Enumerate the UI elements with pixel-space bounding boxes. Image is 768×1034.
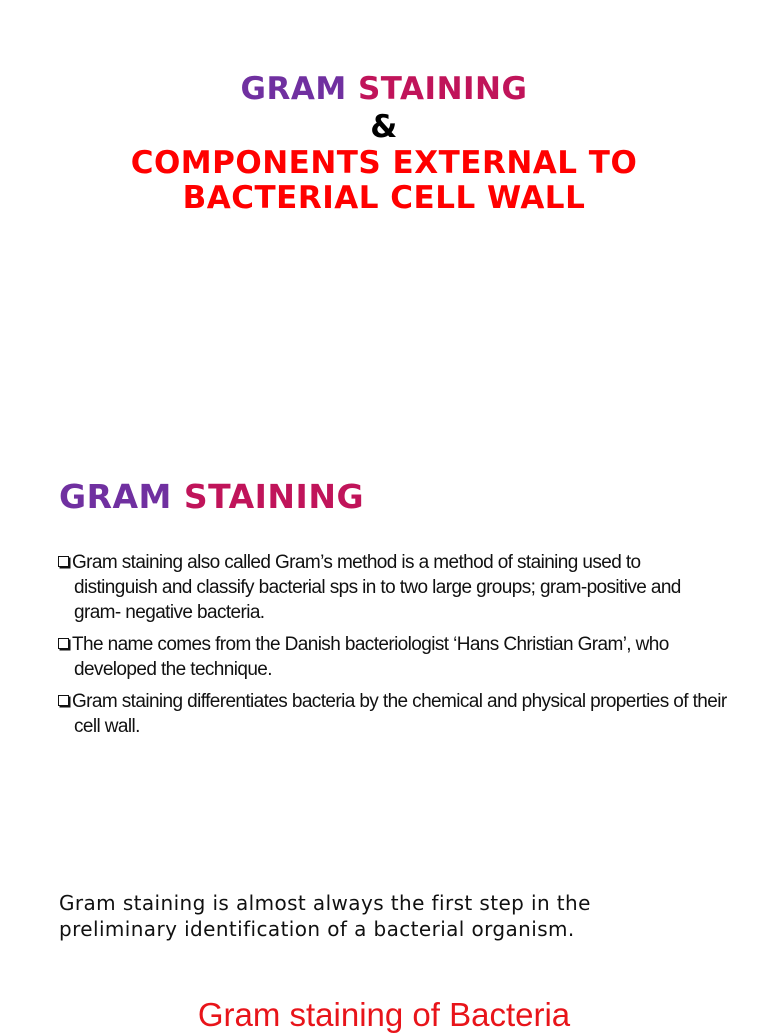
title-ampersand: & [370,109,398,145]
bullet-item [58,632,728,682]
heading-word-gram: GRAM [59,477,172,516]
slide-title [0,72,768,107]
bullet-text: Gram staining also called Gram’s method is a method of staining used to distinguish and classify bacterial sps in to two large groups; gram-positive and gram- negative bacteria. [72,552,681,623]
section-heading [59,477,364,516]
bullet-item [58,550,728,625]
bullet-text: Gram staining differentiates bacteria by the chemical and physical properties of their cell wall. [72,691,727,737]
summary-paragraph: Gram staining is almost always the first step in the preliminary identification of a bacterial organism. [59,891,591,941]
next-slide-title: Gram staining of Bacteria [197,996,571,1033]
checkbox-bullet-icon [58,695,69,706]
heading-word-staining: STAINING [183,477,365,516]
title-line-components: COMPONENTS EXTERNAL TO [130,145,638,181]
title-line-cell-wall: BACTERIAL CELL WALL [182,180,586,216]
checkbox-bullet-icon [58,638,69,649]
title-word-staining: STAINING [357,71,528,107]
bullet-text: The name comes from the Danish bacteriologist ‘Hans Christian Gram’, who developed the technique. [72,634,669,680]
title-word-gram: GRAM [240,71,347,107]
bullet-list [58,550,728,746]
checkbox-bullet-icon [58,556,69,567]
bullet-item [58,689,728,739]
